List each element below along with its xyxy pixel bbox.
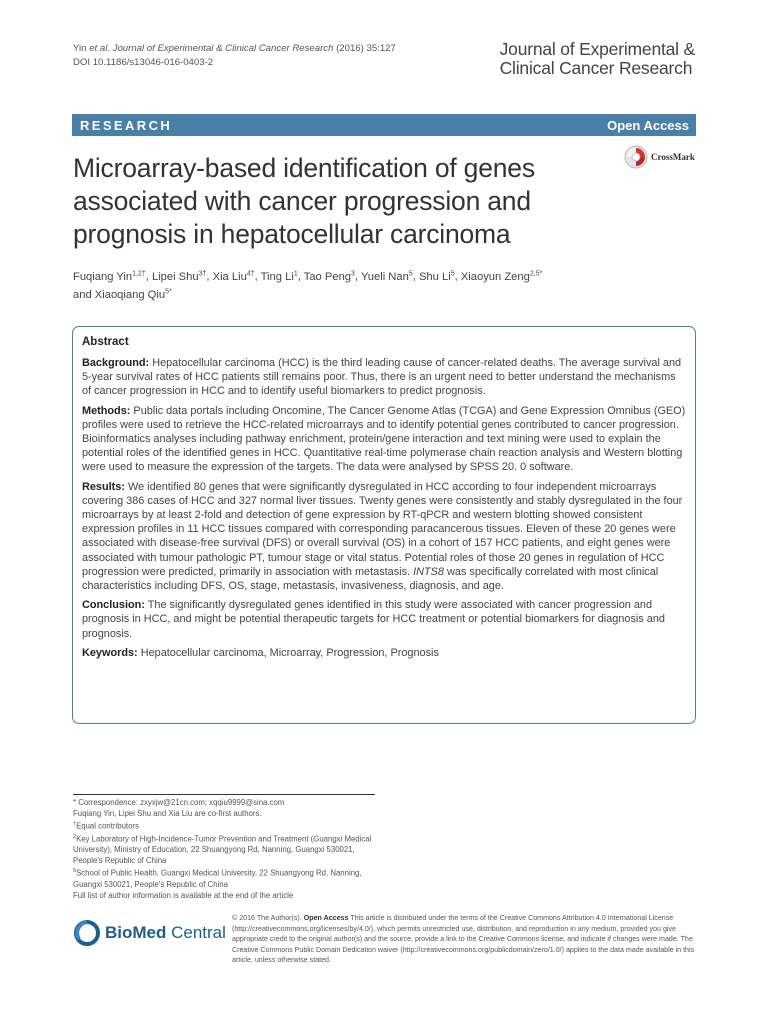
author[interactable]: Shu Li$^5$ — [418, 270, 455, 283]
article-type-label: RESEARCH — [80, 117, 173, 133]
abstract-background: Background: Hepatocellular carcinoma (HCC) is the third leading cause of cancer-related deaths. The average survival and 5-year survival rates of HCC patients still remains poor. Thus, there is an urgent need to better understand the mechanisms of cancer progression in HCC and to identify useful biomarkers to predict prognosis. — [82, 357, 682, 398]
abstract-box — [72, 326, 696, 724]
article-type-banner — [72, 114, 696, 136]
citation-header — [73, 42, 396, 70]
cofirst-note: Fuqiang Yin, Lipei Shu and Xia Liu are co-first authors. — [73, 809, 262, 818]
biomed-central-wordmark: BioMed Central — [105, 923, 226, 942]
author[interactable]: Xiaoyun Zeng$^{2,5*}$ — [460, 270, 543, 283]
biomed-central-icon — [73, 919, 101, 947]
author[interactable]: and Xiaoqiang Qiu$^{5*}$ — [73, 288, 172, 302]
equal-contrib-note: †Equal contributors — [73, 821, 139, 831]
doi-link[interactable]: DOI 10.1186/s13046-016-0403-2 — [73, 57, 214, 68]
journal-title-line1: Journal of Experimental & — [499, 39, 695, 59]
journal-logo-text — [500, 40, 695, 78]
footnotes — [73, 797, 383, 901]
author[interactable]: Lipei Shu$^{3\dagger}$ — [151, 270, 207, 283]
biomed-central-logo[interactable] — [73, 919, 226, 947]
author[interactable]: Yueli Nan$^5$ — [360, 270, 413, 283]
crossmark-badge[interactable] — [624, 145, 695, 169]
abstract-conclusion: Conclusion: The significantly dysregulated genes identified in this study were associated with cancer progression and prognosis in HCC, and might be potential therapeutic targets for HCC treatment or potential biomarkers for diagnosis and prognosis. — [82, 599, 665, 640]
affiliation-5: $^5$School of Public Health, Guangxi Medical University, 22 Shuangyong Rd, Nanning, Guangxi 530021, People's Republic of China — [73, 868, 362, 889]
correspondence-note[interactable]: * Correspondence: zxyxjw@21cn.com; xqqiu9999@sina.com — [73, 798, 285, 807]
open-access-label: Open Access — [607, 117, 689, 133]
abstract-keywords: Keywords: Hepatocellular carcinoma, Microarray, Progression, Prognosis — [82, 646, 439, 659]
citation-journal: et al. Journal of Experimental & Clinical Cancer Research — [89, 43, 334, 54]
abstract-methods: Methods: Public data portals including Oncomine, The Cancer Genome Atlas (TCGA) and Gene Expression Omnibus (GEO) profiles were used to retrieve the HCC-related microarrays and to identify potential genes contributed to cancer progression. Bioinformatics analyses including pathway enrichment, protein/gene interaction and text mining were used to explain the potential roles of the identified genes in HCC. Quantitative real-time polymerase chain reaction analysis and Western blotting were used to measure the expression of the targets. The data were analysed by SPSS 20. 0 software. — [82, 404, 686, 474]
abstract-heading: Abstract — [82, 336, 129, 348]
affiliation-2: $^2$Key Laboratory of High-Incidence-Tumor Prevention and Treatment (Guangxi Medical University), Ministry of Education, 22 Shuangyong Rd, Nanning, Guangxi 530021, People's Republic of China — [73, 833, 372, 866]
citation-line — [73, 42, 396, 56]
author[interactable]: Xia Liu$^{4\dagger}$ — [212, 270, 255, 283]
author[interactable]: Fuqiang Yin$^{1,2\dagger}$ — [73, 270, 146, 283]
citation-authors: Yin — [73, 43, 90, 54]
journal-title-line2: Clinical Cancer Research — [499, 58, 693, 78]
license-statement: © 2016 The Author(s). Open Access This article is distributed under the terms of the Creative Commons Attribution 4.0 International License (http://creativecommons.org/licenses/by/4.0/), which permits unrestricted use, distribution, and reproduction in any medium, provided you give appropriate credit to the original author(s) and the source, provide a link to the Creative Commons license, and indicate if changes were made. The Creative Commons Public Domain Dedication waiver (http://creativecommons.org/publicdomain/zero/1.0/) applies to the data made available in this article, unless otherwise stated. — [232, 914, 695, 964]
citation-volume: (2016) 35:127 — [333, 43, 396, 54]
footnote-divider — [73, 794, 375, 795]
article-title: Microarray-based identification of genes associated with cancer progression and prognosis in hepatocellular carcinoma — [73, 153, 535, 249]
author[interactable]: Ting Li$^1$ — [260, 270, 298, 283]
abstract-results: Results: We identified 80 genes that were significantly dysregulated in HCC according to four independent microarrays covering 386 cases of HCC and 327 normal liver tissues. Twenty genes were consistently and stably dysregulated in the four microarrays by at least 2-fold and detection of gene expression by RT-qPCR and western blotting showed consistent expression profiles in 11 HCC tissues compared with corresponding paracancerous tissues. Eleven of these 20 genes were associated with disease-free survival (DFS) or overall survival (OS) in a cohort of 157 HCC patients, and eight genes were associated with tumour pathologic PT, tumour stage or vital status. Potential roles of those 20 genes in regulation of HCC progression were predicted, primarily in association with metastasis. INTS8 was specifically correlated with most clinical characteristics including DFS, OS, stage, metastasis, invasiveness, diagnosis, and age. — [82, 480, 683, 593]
author[interactable]: Tao Peng$^3$ — [303, 270, 355, 283]
crossmark-label: CrossMark — [651, 152, 695, 162]
full-list-note: Full list of author information is available at the end of the article — [73, 890, 294, 900]
author-list: Fuqiang Yin$^{1,2\dagger}$, Lipei Shu$^{3\dagger}$, Xia Liu$^{4\dagger}$, Ting Li$^1$, Tao Peng$^3$, Yueli Nan$^5$, Shu Li$^5$, Xiaoyun Zeng$^{2,5*}$ and Xiaoqiang Qiu$^{5*}$ — [73, 270, 543, 302]
crossmark-icon — [624, 145, 648, 169]
